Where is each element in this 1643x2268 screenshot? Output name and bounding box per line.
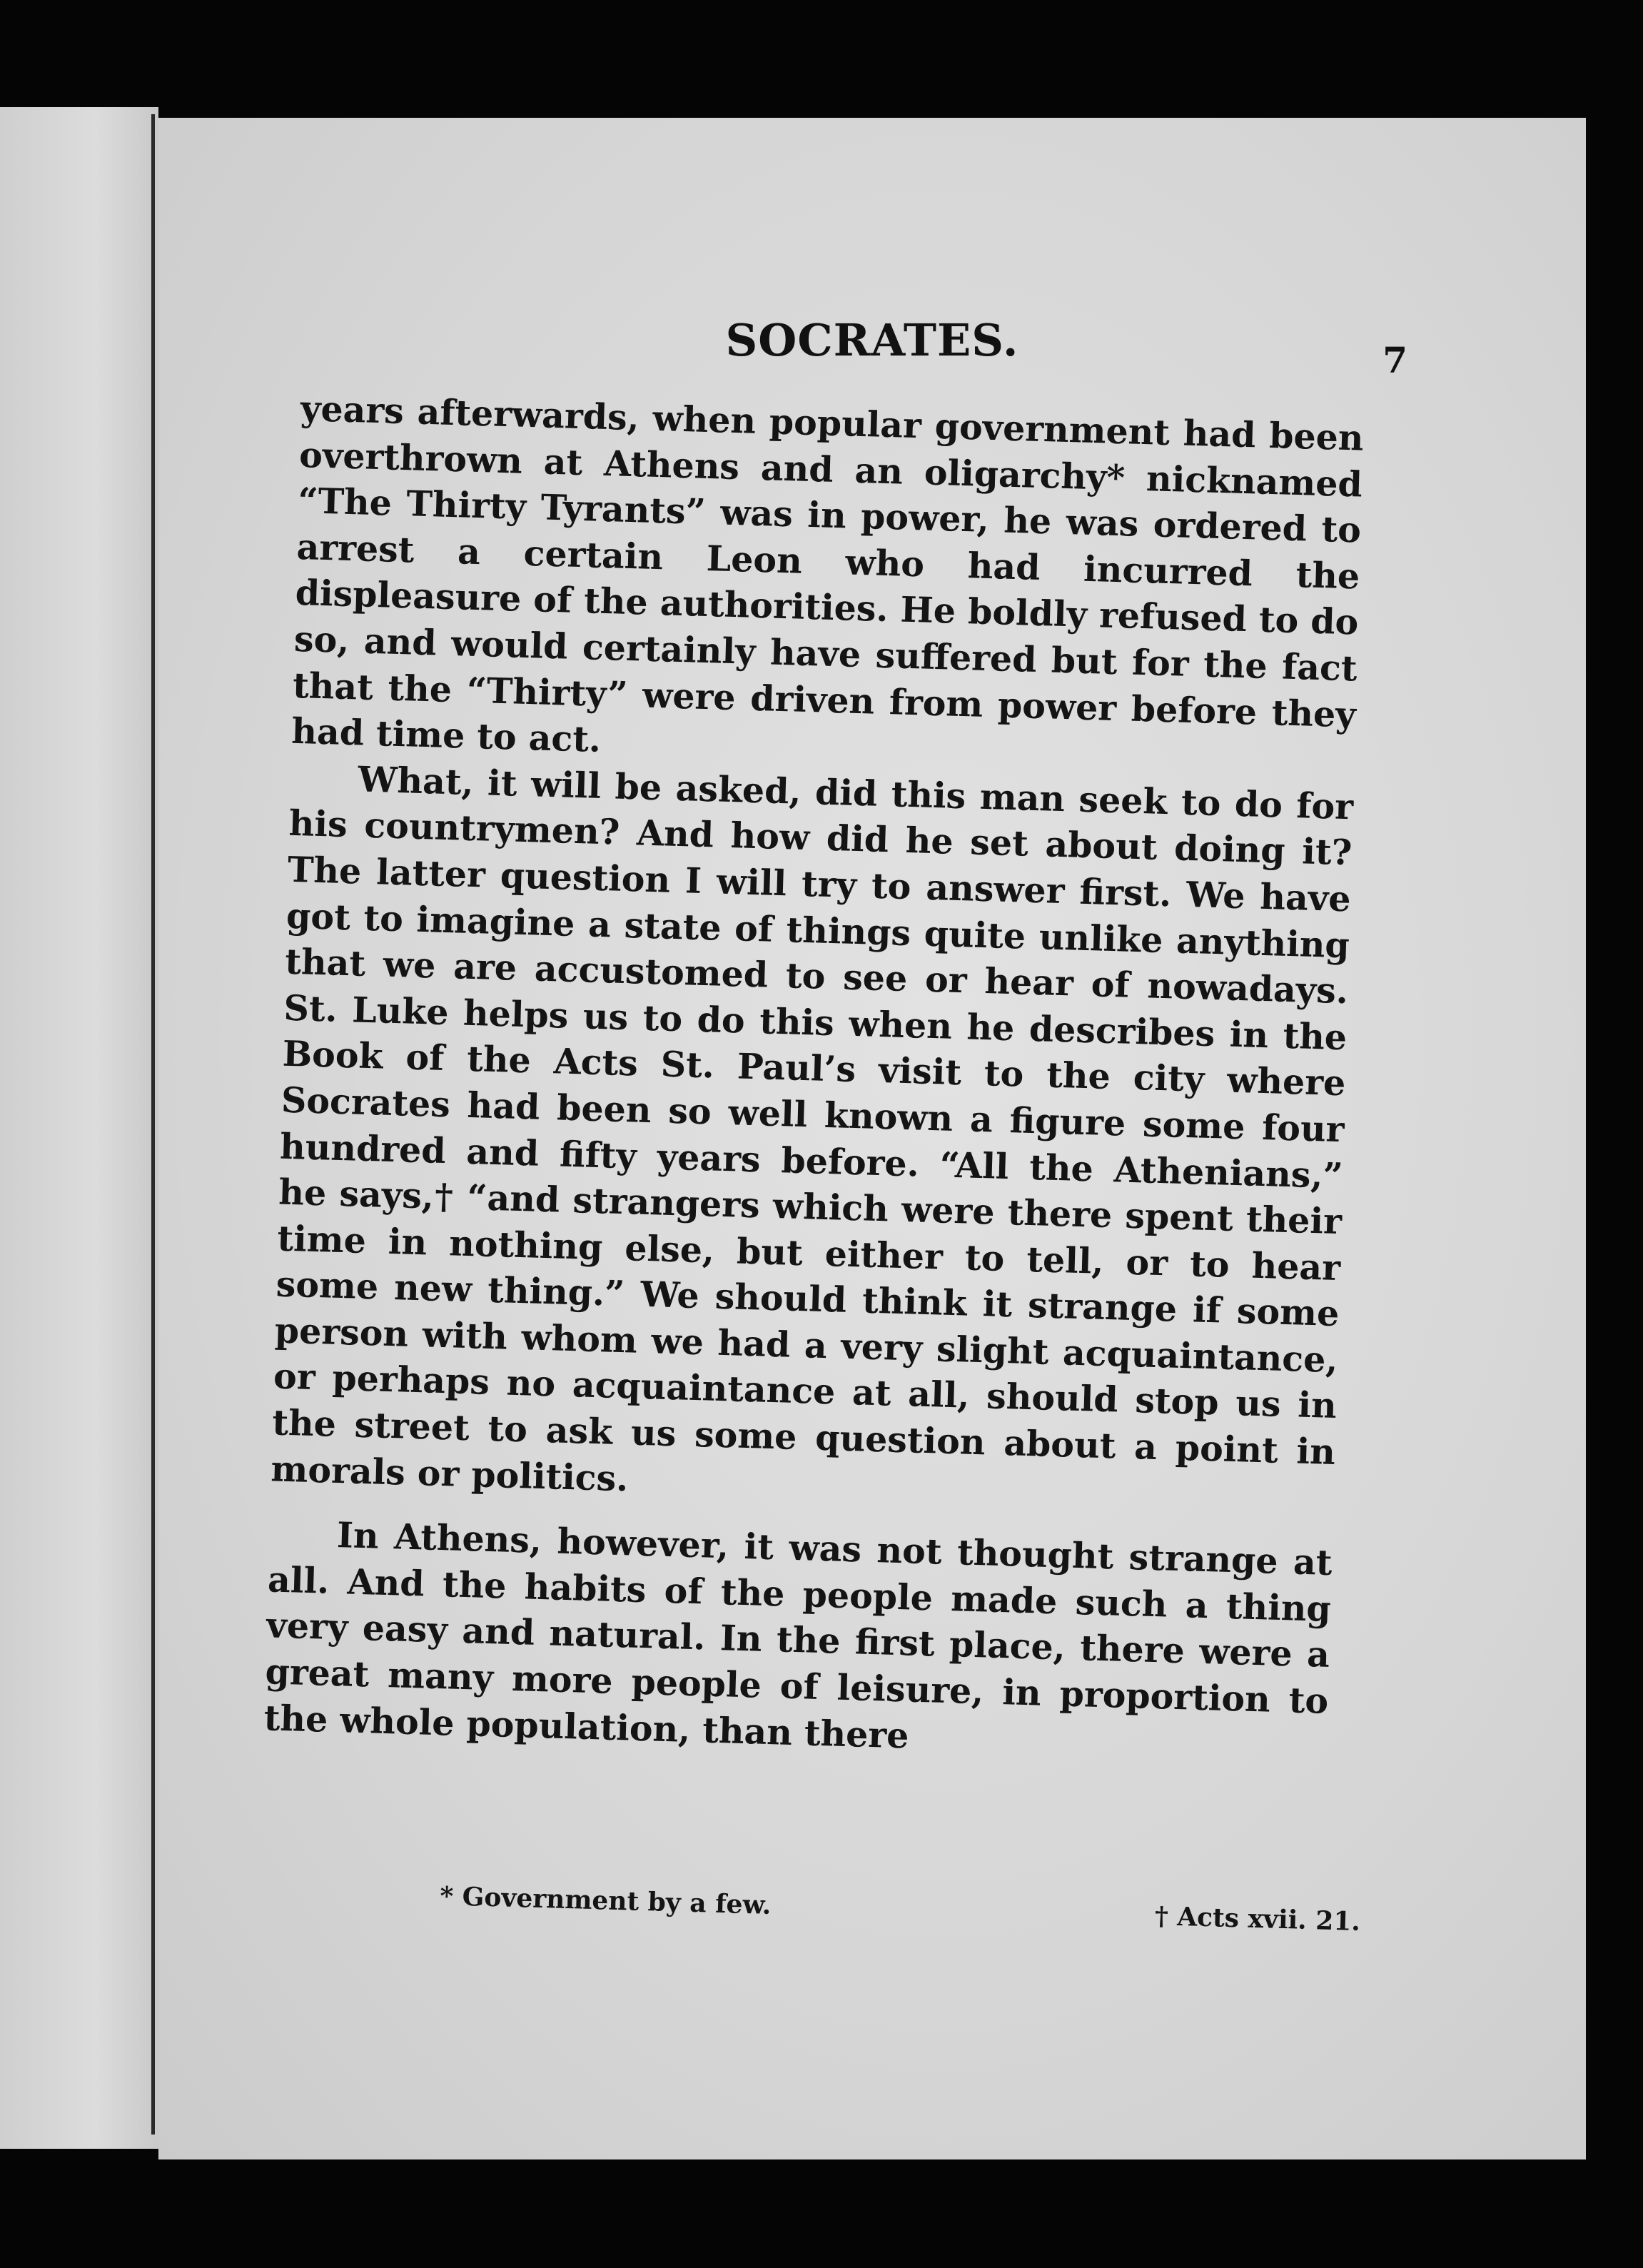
book-gutter [151, 114, 155, 2135]
paragraph-2: What, it will be asked, did this man seek to do for his countrymen? And how did he set about doing it? The latter question I will try to answer first. We have got to imagine a state of things quite unlike anything that we are accustomed to see or hear of nowadays. St. Luke helps us to do this when he describes in the Book of the Acts St. Paul’s visit to the city where Socrates had been so well known a figure some four hundred and fifty years before. “All the Athenians,” he says,† “and strangers which were there spent their time in nothing else, but either to tell, or to hear some new thing.” We should think it strange if some person with whom we had a very slight acquaintance, or perhaps no acquaintance at all, should stop us in the street to ask us some question about a point in morals or politics. [270, 758, 1354, 1500]
footnote-oligarchy: * Government by a few. [439, 1881, 772, 1920]
running-header: SOCRATES. [725, 314, 1019, 366]
page-number: 7 [1382, 339, 1407, 381]
facing-page-edge [0, 107, 158, 2149]
book-page [158, 118, 1586, 2159]
paragraph-3: In Athens, however, it was not thought strange at all. And the habits of the people made such a thing very easy and natural. In the first place, there were a great many more people of leisure, in proportion to the whole population, than there [263, 1514, 1333, 1757]
paragraph-1: years afterwards, when popular government had been overthrown at Athens and an oligarchy* nicknamed “The Thirty Tyrants” was in power, he was ordered to arrest a certain Leon who had incurred the displeasure of the authorities. He boldly refused to do so, and would certainly have suffered but for the fact that the “Thirty” were driven from power before they had time to act. [290, 387, 1365, 761]
footnote-acts: † Acts xvii. 21. [1154, 1900, 1361, 1937]
footnotes [440, 1881, 1361, 1937]
page-body [263, 385, 1364, 1770]
